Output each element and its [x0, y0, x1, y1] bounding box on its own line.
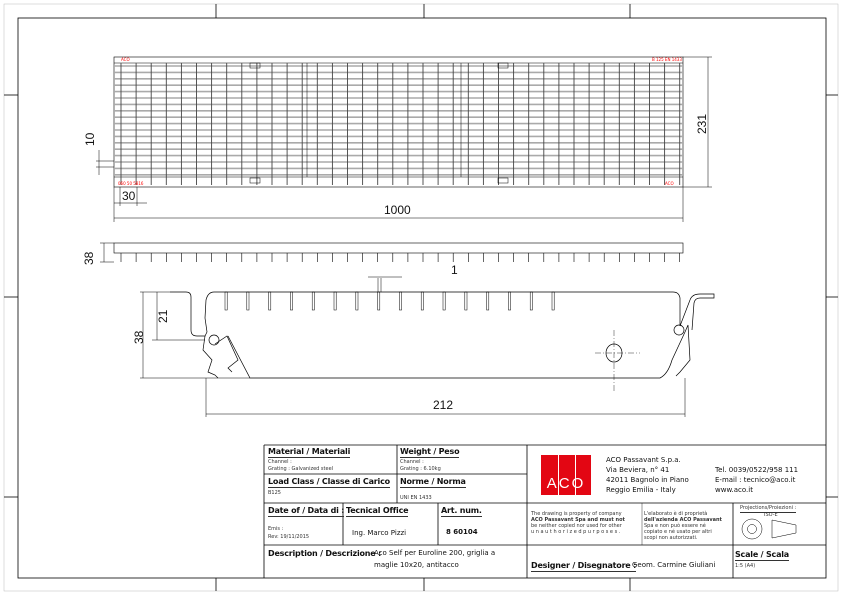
aco-logo-text: ACO: [546, 475, 586, 492]
notice-it-line: Spa e non può essere né: [644, 523, 706, 529]
notice-it-line: copiato e né usato per altri: [644, 529, 712, 535]
section-grating-bar: [399, 292, 401, 310]
grating-mark: 060 50 5816: [118, 181, 144, 186]
material-grating: Grating : Galvanized steel: [268, 466, 334, 472]
date-emis: Emis :: [268, 526, 284, 532]
description-label: Description / Descrizione :: [268, 549, 382, 558]
grating-plan-view: [114, 57, 683, 187]
notice-it-line: L'elaborato è di proprietà: [644, 511, 708, 517]
dimension-length: 1000: [384, 203, 411, 217]
company-website[interactable]: www.aco.it: [715, 486, 753, 494]
dimension-slot: 1: [451, 263, 458, 277]
dimension-clip-height: 21: [156, 309, 170, 323]
section-grating-bar: [312, 292, 314, 310]
section-grating-bar: [443, 292, 445, 310]
section-grating-bar: [290, 292, 292, 310]
section-grating-bar: [508, 292, 510, 310]
section-grating-bar: [487, 292, 489, 310]
channel-cross-section: [170, 292, 714, 392]
company-name: ACO Passavant S.p.a.: [606, 456, 681, 464]
section-grating-bar: [552, 292, 554, 310]
grating-side-view: [100, 243, 683, 262]
notice-it-line: scopi non autorizzati.: [644, 535, 698, 541]
notice-en-line: ACO Passavant Spa and must not: [531, 517, 625, 523]
grating-mark: B 125 EN 1433: [652, 57, 682, 62]
dimension-side-height: 38: [82, 251, 96, 265]
grating-locking-slot: [498, 178, 508, 183]
company-street: Via Beviera, n° 41: [606, 466, 670, 474]
company-email[interactable]: E-mail : tecnico@aco.it: [715, 476, 796, 484]
designer-label: Designer / Disegnatore :: [531, 561, 637, 570]
notice-en-line: The drawing is property of company: [531, 511, 622, 517]
notice-en-line: be neither copied nor used for other: [531, 523, 622, 529]
section-grating-bar: [225, 292, 227, 310]
designer-value: Geom. Carmine Giuliani: [632, 561, 716, 569]
material-label: Material / Materiali: [268, 447, 351, 456]
section-grating-bar: [356, 292, 358, 310]
date-label: Date of / Data di :: [268, 506, 345, 515]
norm-label: Norme / Norma: [400, 477, 466, 486]
grating-mark: ACO: [121, 57, 130, 62]
projections-label: Projections/Proiezioni :: [740, 505, 797, 511]
section-grating-bar: [269, 292, 271, 310]
dimension-section-width: 212: [433, 398, 454, 412]
description-line2: maglie 10x20, antitacco: [374, 561, 459, 569]
company-tel: Tel. 0039/0522/958 111: [715, 466, 799, 474]
projections-value: ISO-E: [764, 512, 778, 518]
load-class-value: B125: [268, 490, 281, 496]
office-label: Tecnical Office: [346, 506, 409, 515]
description-line1: Aco Self per Euroline 200, griglia a: [374, 549, 496, 557]
scale-label: Scale / Scala: [735, 550, 790, 559]
weight-grating: Grating : 6.10kg: [400, 466, 441, 472]
weight-channel: Channel :: [400, 459, 424, 465]
notice-en-line: u n a u t h o r i z e d p u r p o s e s .: [531, 529, 621, 535]
aco-logo: [541, 455, 591, 495]
grating-mark: ACO: [665, 181, 674, 186]
date-rev: Rev: 19/11/2015: [268, 534, 310, 540]
company-city: 42011 Bagnolo in Piano: [606, 476, 689, 484]
grating-locking-slot: [250, 178, 260, 183]
dimension-width: 231: [695, 113, 709, 134]
section-grating-bar: [334, 292, 336, 310]
section-grating-bar: [421, 292, 423, 310]
scale-value: 1:5 (A4): [735, 563, 756, 569]
art-num-label: Art. num.: [441, 506, 482, 515]
dimension-section-height: 38: [132, 330, 146, 344]
section-dimension-lines: [140, 277, 685, 417]
load-class-label: Load Class / Classe di Carico: [268, 477, 390, 486]
weight-label: Weight / Peso: [400, 447, 460, 456]
section-grating-bar: [465, 292, 467, 310]
art-num-value: 8 60104: [446, 528, 478, 536]
section-grating-bar: [247, 292, 249, 310]
norm-value: UNI EN 1433: [400, 495, 432, 501]
dimension-pitch: 30: [122, 189, 136, 203]
material-channel: Channel :: [268, 459, 292, 465]
notice-it-line: dell'azienda ACO Passavant: [644, 517, 722, 523]
office-value: Ing. Marco Pizzi: [352, 529, 407, 537]
dimension-bar-spacing: 10: [83, 132, 97, 146]
section-grating-bar: [378, 292, 380, 310]
section-grating-bar: [530, 292, 532, 310]
company-region: Reggio Emilia - Italy: [606, 486, 676, 494]
